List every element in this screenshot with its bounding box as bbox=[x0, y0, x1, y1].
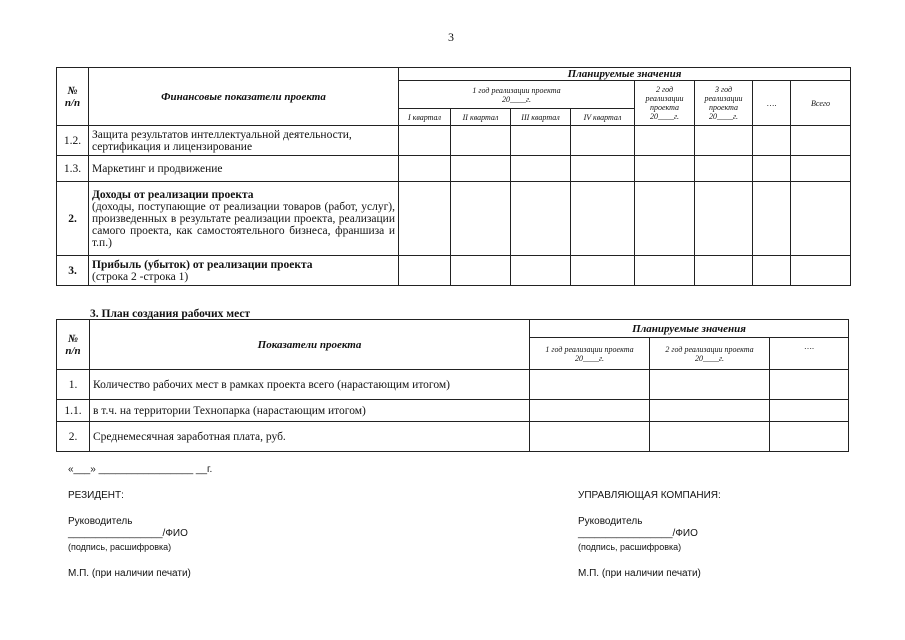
value-cell[interactable] bbox=[695, 256, 753, 286]
column-header-indicators: Показатели проекта bbox=[90, 320, 530, 370]
value-cell[interactable] bbox=[451, 256, 511, 286]
page-number: 3 bbox=[448, 30, 454, 44]
table-row bbox=[57, 400, 849, 422]
year1-year: 20____г. bbox=[501, 94, 531, 104]
planned-values-header: Планируемые значения bbox=[399, 68, 851, 81]
value-cell[interactable] bbox=[650, 370, 770, 400]
value-cell[interactable] bbox=[695, 156, 753, 182]
row-number: 1.1. bbox=[57, 400, 90, 422]
management-stamp: М.П. (при наличии печати) bbox=[578, 568, 701, 579]
value-cell[interactable] bbox=[451, 156, 511, 182]
year1-label: 1 год реализации проекта bbox=[472, 85, 561, 95]
year2-header bbox=[650, 338, 770, 370]
value-cell[interactable] bbox=[791, 182, 851, 256]
table-row bbox=[57, 126, 851, 156]
table-row bbox=[57, 182, 851, 256]
value-cell[interactable] bbox=[451, 126, 511, 156]
value-cell[interactable] bbox=[791, 126, 851, 156]
value-cell[interactable] bbox=[635, 156, 695, 182]
management-head-label: Руководитель bbox=[578, 516, 643, 527]
value-cell[interactable] bbox=[695, 126, 753, 156]
row-description: (строка 2 -строка 1) bbox=[92, 270, 189, 283]
row-text: Среднемесячная заработная плата, руб. bbox=[90, 422, 530, 452]
row-text: Защита результатов интеллектуальной деятельности, сертификация и лицензирование bbox=[89, 126, 399, 156]
row-description: (доходы, поступающие от реализации товаров (работ, услуг), произведенных в результате реализации проекта, реализации самого проекта, как самостоятельного бизнеса, франшиза и т.п.) bbox=[92, 200, 395, 249]
table-row bbox=[57, 370, 849, 400]
total-header: Всего bbox=[791, 81, 851, 126]
row-number: 2. bbox=[57, 182, 89, 256]
value-cell[interactable] bbox=[530, 400, 650, 422]
value-cell[interactable] bbox=[770, 370, 849, 400]
resident-stamp: М.П. (при наличии печати) bbox=[68, 568, 191, 579]
table-row bbox=[57, 256, 851, 286]
value-cell[interactable] bbox=[571, 256, 635, 286]
ellipsis-header: …. bbox=[770, 338, 849, 370]
resident-head-label: Руководитель bbox=[68, 516, 133, 527]
year2-year: 20____г. bbox=[694, 353, 724, 363]
resident-signature-caption: (подпись, расшифровка) bbox=[68, 542, 172, 552]
value-cell[interactable] bbox=[635, 256, 695, 286]
management-signature-caption: (подпись, расшифровка) bbox=[578, 542, 682, 552]
quarter-4-header: IV квартал bbox=[571, 109, 635, 126]
quarter-3-header: III квартал bbox=[511, 109, 571, 126]
year2-label: 2 год реализации проекта bbox=[665, 344, 754, 354]
row-title: Доходы от реализации проекта bbox=[92, 188, 254, 201]
quarter-2-header: II квартал bbox=[451, 109, 511, 126]
value-cell[interactable] bbox=[753, 182, 791, 256]
year1-header bbox=[530, 338, 650, 370]
value-cell[interactable] bbox=[511, 182, 571, 256]
value-cell[interactable] bbox=[753, 156, 791, 182]
value-cell[interactable] bbox=[753, 256, 791, 286]
management-title: УПРАВЛЯЮЩАЯ КОМПАНИЯ: bbox=[578, 490, 721, 501]
year2-year: 20____г. bbox=[649, 112, 679, 121]
value-cell[interactable] bbox=[451, 182, 511, 256]
year2-label: 2 год реализации проекта bbox=[645, 85, 684, 112]
value-cell[interactable] bbox=[695, 182, 753, 256]
value-cell[interactable] bbox=[571, 126, 635, 156]
value-cell[interactable] bbox=[770, 422, 849, 452]
value-cell[interactable] bbox=[399, 126, 451, 156]
ellipsis-header: …. bbox=[753, 81, 791, 126]
table-row bbox=[57, 156, 851, 182]
year2-header bbox=[635, 81, 695, 126]
section-title: 3. План создания рабочих мест bbox=[90, 308, 251, 320]
value-cell[interactable] bbox=[753, 126, 791, 156]
value-cell[interactable] bbox=[511, 126, 571, 156]
value-cell[interactable] bbox=[399, 182, 451, 256]
value-cell[interactable] bbox=[770, 400, 849, 422]
year3-year: 20____г. bbox=[708, 112, 738, 121]
table-row bbox=[57, 422, 849, 452]
value-cell[interactable] bbox=[791, 156, 851, 182]
date-line[interactable]: «___» _________________ __г. bbox=[68, 464, 213, 475]
value-cell[interactable] bbox=[635, 126, 695, 156]
value-cell[interactable] bbox=[571, 182, 635, 256]
value-cell[interactable] bbox=[511, 156, 571, 182]
value-cell[interactable] bbox=[650, 400, 770, 422]
value-cell[interactable] bbox=[650, 422, 770, 452]
management-fio-field[interactable]: _________________/ФИО bbox=[578, 528, 698, 539]
value-cell[interactable] bbox=[399, 256, 451, 286]
value-cell[interactable] bbox=[511, 256, 571, 286]
year3-label: 3 год реализации проекта bbox=[704, 85, 743, 112]
row-text: Количество рабочих мест в рамках проекта всего (нарастающим итогом) bbox=[90, 370, 530, 400]
value-cell[interactable] bbox=[530, 370, 650, 400]
year3-header bbox=[695, 81, 753, 126]
value-cell[interactable] bbox=[635, 182, 695, 256]
row-text: в т.ч. на территории Технопарка (нарастающим итогом) bbox=[90, 400, 530, 422]
jobs-plan-table bbox=[56, 319, 849, 452]
resident-title: РЕЗИДЕНТ: bbox=[68, 490, 124, 501]
value-cell[interactable] bbox=[399, 156, 451, 182]
row-text bbox=[89, 182, 399, 256]
year1-label: 1 год реализации проекта bbox=[545, 344, 634, 354]
column-header-number: № п/п bbox=[57, 320, 90, 370]
year1-year: 20____г. bbox=[574, 353, 604, 363]
value-cell[interactable] bbox=[571, 156, 635, 182]
row-number: 1.3. bbox=[57, 156, 89, 182]
value-cell[interactable] bbox=[530, 422, 650, 452]
row-number: 1.2. bbox=[57, 126, 89, 156]
row-number: 1. bbox=[57, 370, 90, 400]
planned-values-header: Планируемые значения bbox=[530, 320, 849, 338]
value-cell[interactable] bbox=[791, 256, 851, 286]
year1-header bbox=[399, 81, 635, 109]
column-header-number: № п/п bbox=[57, 68, 89, 126]
quarter-1-header: I квартал bbox=[399, 109, 451, 126]
financial-indicators-table bbox=[56, 67, 851, 286]
row-text bbox=[89, 256, 399, 286]
resident-fio-field[interactable]: _________________/ФИО bbox=[68, 528, 188, 539]
row-text: Маркетинг и продвижение bbox=[89, 156, 399, 182]
row-title: Прибыль (убыток) от реализации проекта bbox=[92, 258, 313, 271]
column-header-indicators: Финансовые показатели проекта bbox=[89, 68, 399, 126]
row-number: 3. bbox=[57, 256, 89, 286]
row-number: 2. bbox=[57, 422, 90, 452]
